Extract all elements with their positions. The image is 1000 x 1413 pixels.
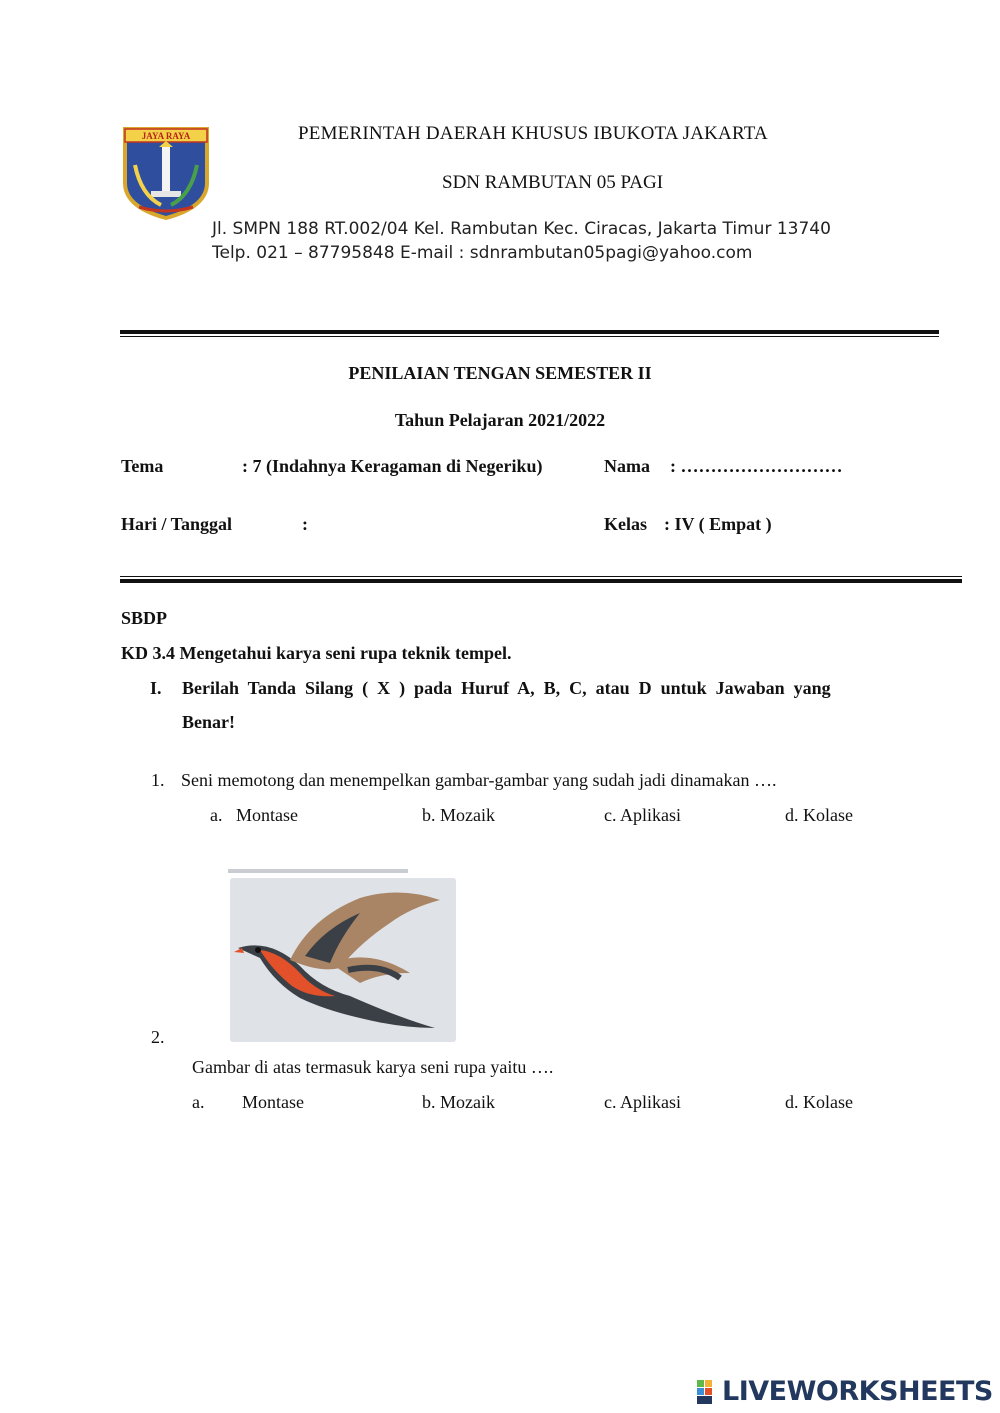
hari-tanggal-field[interactable]: :: [302, 514, 308, 534]
header-divider: [120, 330, 939, 334]
kelas-value: : IV ( Empat ): [664, 514, 772, 534]
image-caption-strip: [228, 869, 408, 873]
mosaic-bird-image: [230, 878, 456, 1042]
info-divider-thin: [120, 576, 962, 577]
academic-year: Tahun Pelajaran 2021/2022: [394, 410, 606, 430]
question-1-option-d[interactable]: d. Kolase: [785, 805, 853, 825]
liveworksheets-logo-icon: [697, 1380, 721, 1406]
school-name: SDN RAMBUTAN 05 PAGI: [442, 172, 664, 193]
question-2-number: 2.: [151, 1027, 165, 1047]
question-1-text: Seni memotong dan menempelkan gambar-gambar yang sudah jadi dinamakan ….: [181, 770, 777, 790]
school-address-block: [212, 217, 831, 265]
question-2-text: Gambar di atas termasuk karya seni rupa yaitu ….: [192, 1057, 554, 1077]
government-heading: PEMERINTAH DAERAH KHUSUS IBUKOTA JAKARTA: [298, 123, 768, 144]
instruction-line-2: Benar!: [182, 712, 235, 732]
exam-title: PENILAIAN TENGAN SEMESTER II: [348, 363, 652, 383]
svg-text:JAYA RAYA: JAYA RAYA: [141, 131, 191, 141]
question-2-option-a-letter: a.: [192, 1092, 205, 1112]
jakarta-coat-of-arms-logo: [121, 125, 211, 220]
question-1-option-b[interactable]: b. Mozaik: [422, 805, 495, 825]
tema-value: : 7 (Indahnya Keragaman di Negeriku): [242, 456, 543, 476]
question-2-option-d[interactable]: d. Kolase: [785, 1092, 853, 1112]
subject-heading: SBDP: [121, 608, 168, 628]
school-contact: Telp. 021 – 87795848 E-mail : sdnrambutan05pagi@yahoo.com: [212, 243, 753, 263]
instruction-line-1: Berilah Tanda Silang ( X ) pada Huruf A, B, C, atau D untuk Jawaban yang: [182, 678, 831, 698]
header-divider-thin: [120, 336, 939, 337]
hari-tanggal-label: Hari / Tanggal: [121, 514, 233, 534]
question-1-option-c[interactable]: c. Aplikasi: [604, 805, 681, 825]
nama-label: Nama: [604, 456, 650, 476]
nama-field[interactable]: : ………………………: [670, 456, 843, 476]
tema-label: Tema: [121, 456, 164, 476]
school-address: Jl. SMPN 188 RT.002/04 Kel. Rambutan Kec. Ciracas, Jakarta Timur 13740: [212, 219, 831, 239]
liveworksheets-brand[interactable]: LIVEWORKSHEETS: [722, 1376, 993, 1407]
kelas-label: Kelas: [604, 514, 647, 534]
info-divider: [120, 579, 962, 583]
question-2-option-b[interactable]: b. Mozaik: [422, 1092, 495, 1112]
kd-heading: KD 3.4 Mengetahui karya seni rupa teknik tempel.: [121, 643, 512, 663]
instruction-number: I.: [150, 678, 162, 698]
question-1-option-a[interactable]: a. Montase: [210, 805, 298, 825]
question-1-number: 1.: [151, 770, 165, 790]
question-2-option-c[interactable]: c. Aplikasi: [604, 1092, 681, 1112]
question-2-option-a[interactable]: Montase: [242, 1092, 304, 1112]
